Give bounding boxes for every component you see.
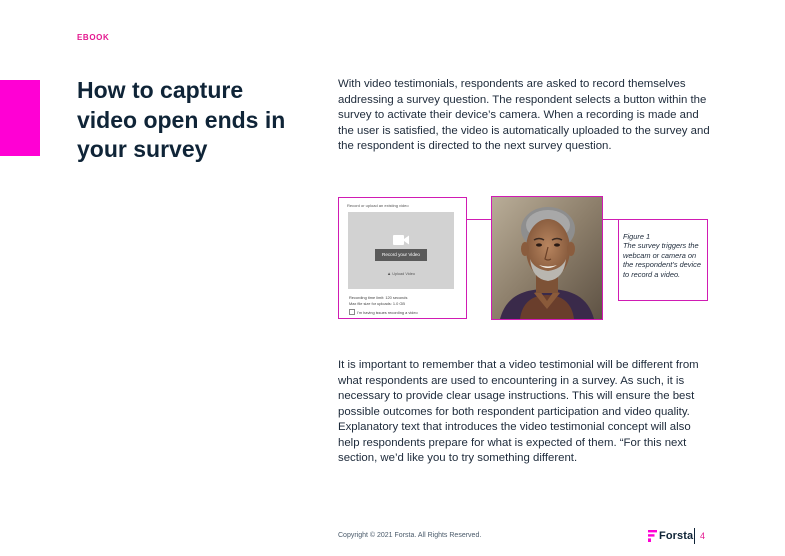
forsta-logo	[648, 529, 693, 543]
section-eyebrow: EBOOK	[77, 33, 110, 42]
intro-paragraph: With video testimonials, respondents are asked to record themselves addressing a survey question. The respondent selects a button within the survey to activate their device’s camera. When a recording is made and the user is satisfied, the video is automatically uploaded to the survey and the respondent is directed to the next survey question.	[338, 78, 710, 152]
upload-video-label: Upload Video	[392, 272, 415, 276]
forsta-logo-mark-icon	[648, 530, 657, 542]
time-limit-text: Recording time limit: 120 seconds	[349, 295, 408, 300]
respondent-portrait-illustration	[492, 197, 602, 319]
survey-question-text: Record or upload an existing video	[347, 203, 409, 208]
video-camera-icon	[393, 234, 409, 246]
survey-video-widget	[338, 197, 467, 319]
upload-video-link[interactable]	[378, 271, 424, 276]
issues-checkbox-label: I'm having issues recording a video	[357, 309, 418, 315]
figure-label: Figure 1	[623, 232, 651, 241]
respondent-photo	[491, 196, 603, 320]
copyright-text: Copyright © 2021 Forsta. All Rights Reserved.	[338, 532, 482, 539]
page-title: How to capture video open ends in your survey	[77, 77, 286, 162]
caption-connector-line	[603, 219, 618, 220]
body-paragraph: It is important to remember that a video testimonial will be different from what respondents are used to encountering in a survey. As such, it is necessary to provide clear usage instructions. This will ensure the best possible outcomes for both respondent participation and video quality. Explanatory text that introduces the video testimonial concept will also help respondents prepare for what is expected of them. “For this next section, we’d like you to try something different.	[338, 359, 699, 464]
upload-arrow-icon: ▲	[387, 271, 392, 276]
figure-caption	[623, 232, 703, 279]
footer-divider	[694, 528, 695, 544]
accent-bar	[0, 80, 40, 156]
video-preview-area	[348, 212, 454, 289]
issues-checkbox-row[interactable]	[349, 309, 418, 315]
issues-checkbox[interactable]	[349, 309, 355, 315]
figure-caption-box	[618, 219, 708, 301]
page-number: 4	[700, 531, 706, 541]
size-limit-text: Max file size for uploads: 1.0 GB	[349, 301, 406, 306]
figure-connector-line	[467, 219, 491, 220]
forsta-logo-text: Forsta	[659, 530, 694, 542]
figure-caption-text: The survey triggers the webcam or camera on the respondent’s device to record a video.	[623, 241, 701, 279]
record-video-button[interactable]: Record your Video	[375, 249, 427, 261]
